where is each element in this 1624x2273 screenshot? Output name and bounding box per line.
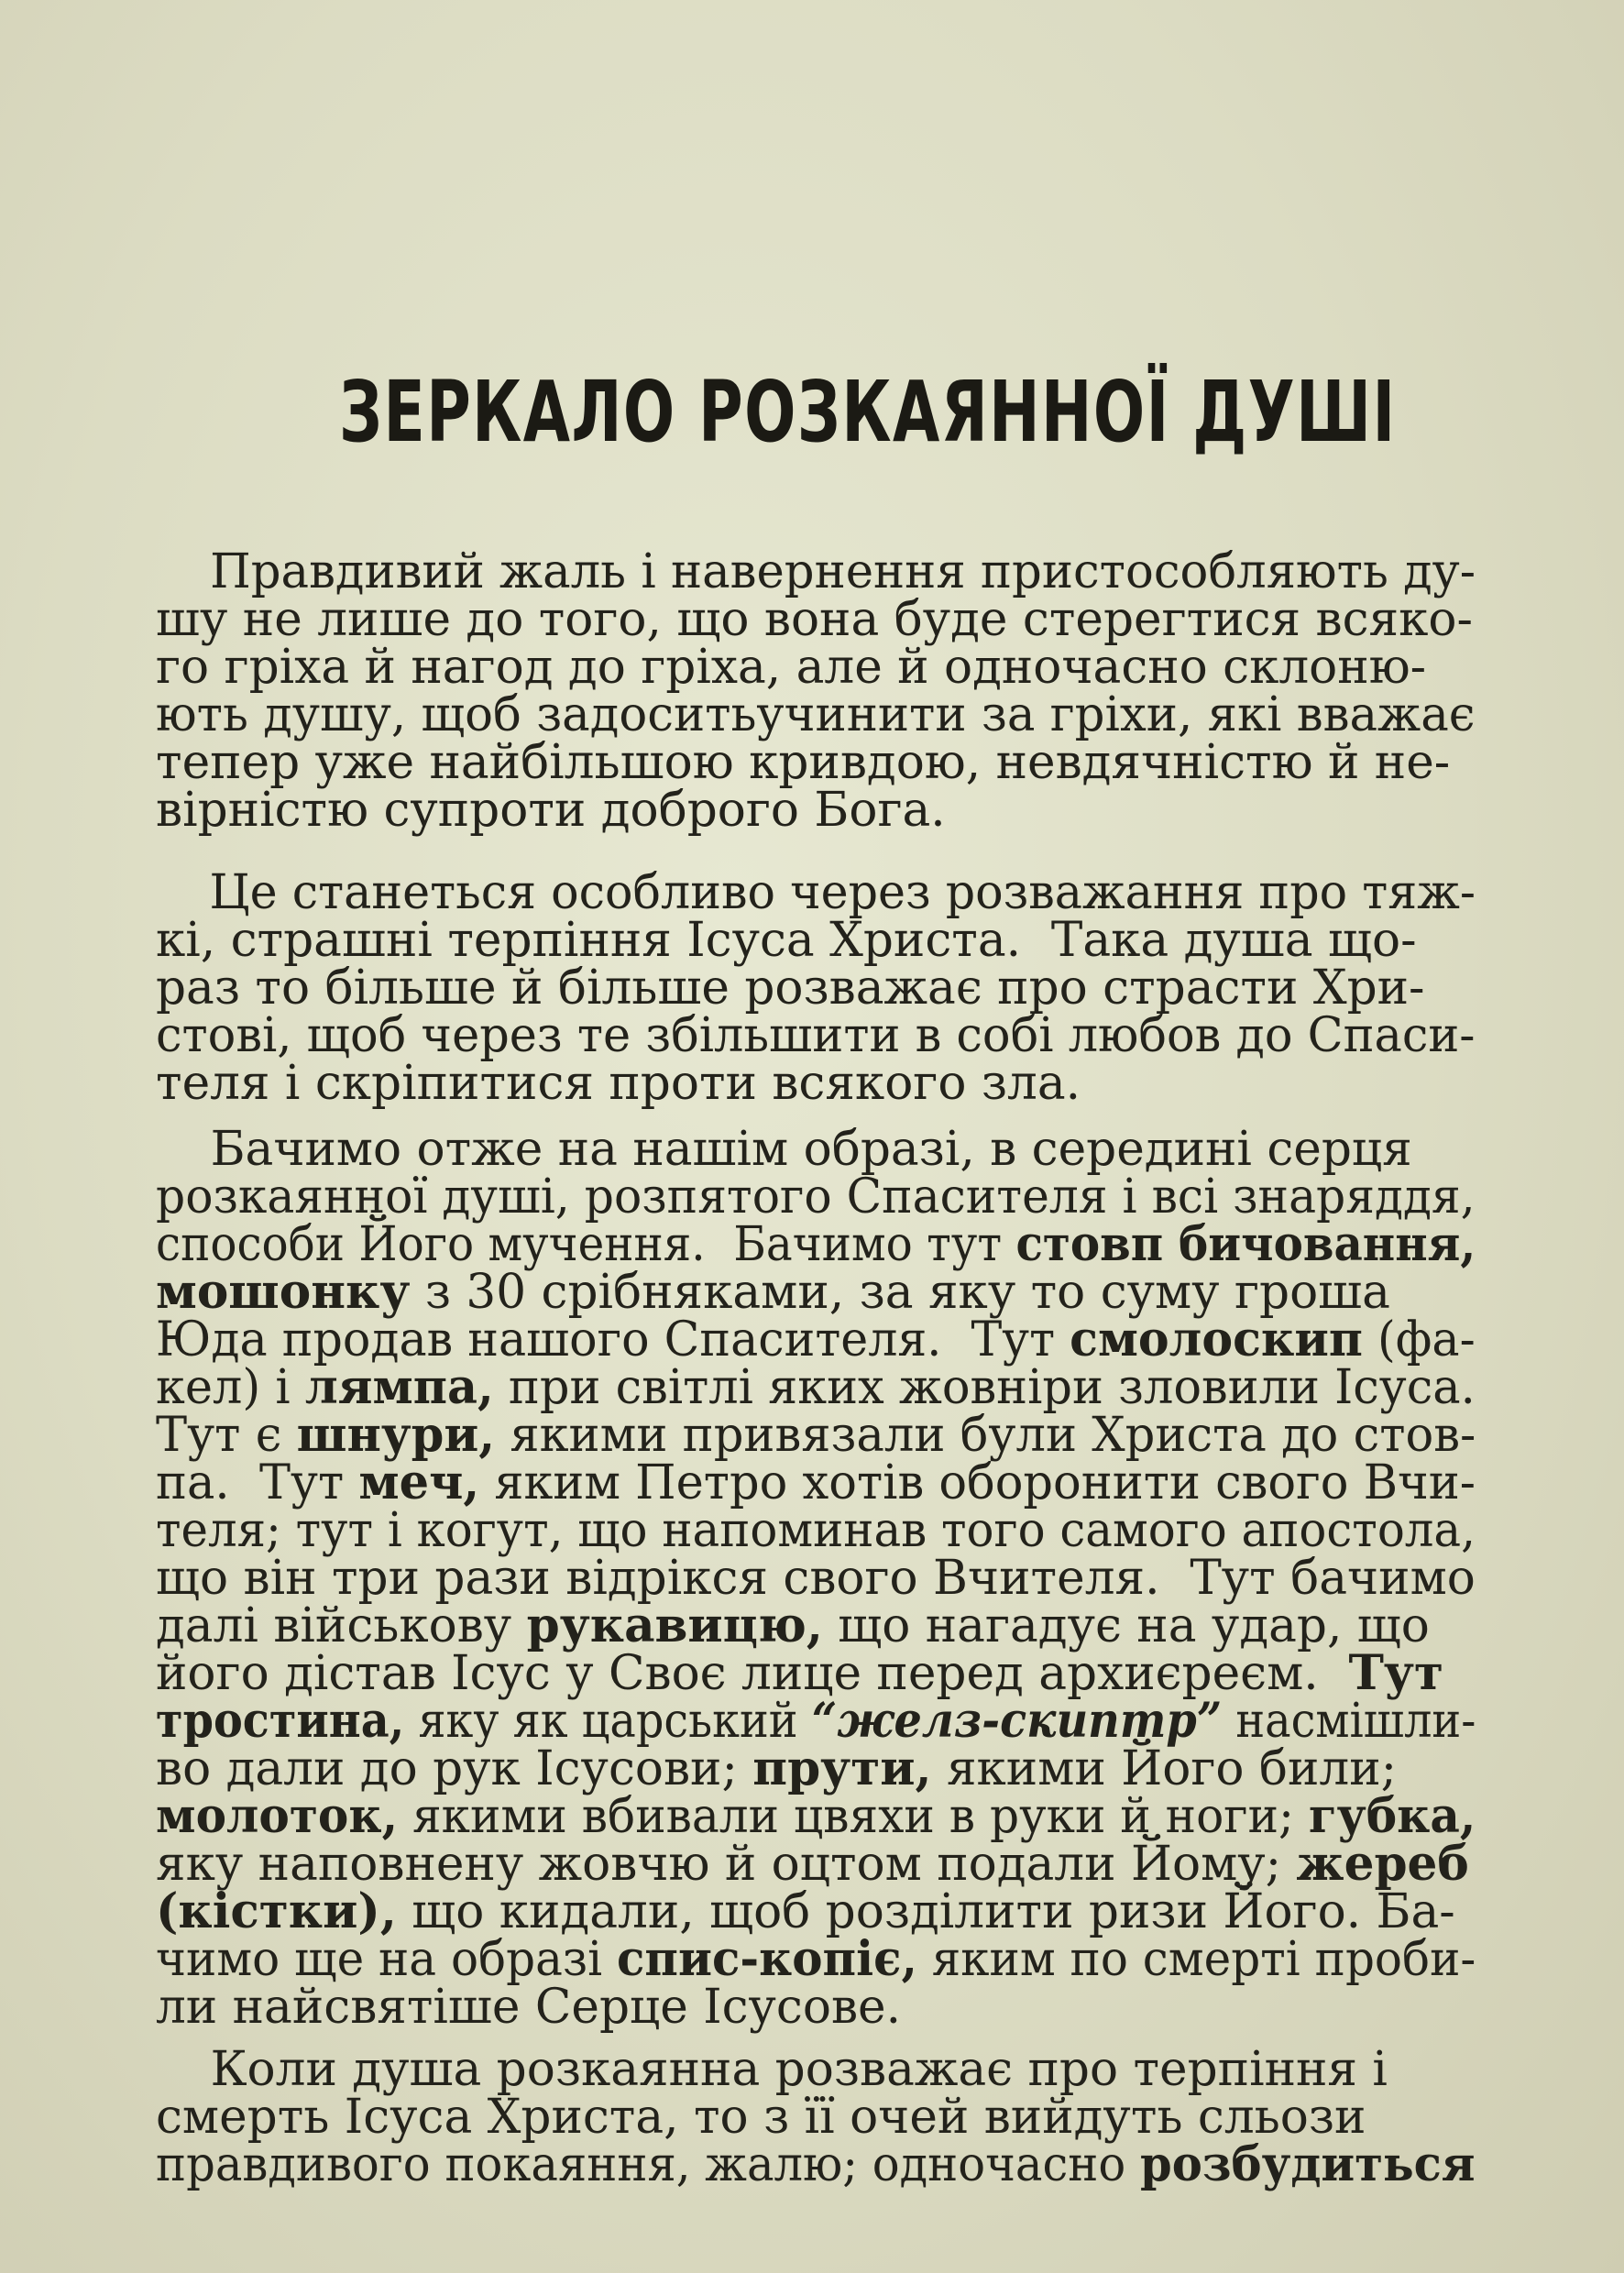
text-segment: Це станеться особливо через розважання про тяж- — [209, 865, 1476, 920]
text-line — [156, 1645, 1476, 1701]
text-line — [156, 640, 1476, 695]
text-line — [156, 1598, 1476, 1653]
bold-term: губка, — [1308, 1788, 1476, 1844]
text-segment: ли найсвятіше Серце Ісусове. — [156, 1980, 902, 2035]
text-segment: (фа- — [1362, 1312, 1476, 1367]
text-line — [156, 1056, 1476, 1111]
text-segment: ють душу, щоб задоситьучинити за гріхи, які вважає — [156, 687, 1476, 742]
text-segment: Бачимо отже на нашім образі, в середині серця — [210, 1122, 1412, 1177]
bold-term: (кістки), — [156, 1883, 397, 1939]
text-segment: кел) і — [156, 1360, 305, 1415]
text-segment: при світлі яких жовніри зловили Ісуса. — [493, 1360, 1476, 1415]
body-text — [156, 544, 1485, 2192]
bold-term: шнури, — [296, 1407, 496, 1463]
text-segment: го гріха й нагод до гріха, але й одночасно склоню- — [156, 640, 1427, 695]
bold-term: Тут — [1348, 1645, 1443, 1701]
text-line — [156, 1407, 1476, 1463]
text-segment: яким по смерті проби- — [916, 1932, 1476, 1987]
text-line — [156, 592, 1476, 647]
text-line — [156, 1503, 1476, 1558]
text-segment: чимо ще на образі — [156, 1932, 617, 1987]
text-segment: що він три рази відрікся свого Вчителя. Тут бачимо — [156, 1551, 1476, 1606]
paragraph — [156, 1122, 1485, 2035]
text-line — [156, 783, 1476, 838]
text-line — [156, 735, 1476, 790]
paragraph-gap — [156, 834, 1485, 869]
text-line — [156, 2136, 1476, 2192]
paragraph — [156, 2042, 1485, 2192]
text-segment: па. Тут — [156, 1455, 359, 1510]
text-line — [156, 1551, 1476, 1606]
text-segment: правдивого покаяння, жалю; одночасно — [156, 2137, 1141, 2192]
text-segment: що кидали, щоб розділити ризи Його. Ба- — [396, 1884, 1455, 1939]
text-line — [156, 1008, 1476, 1063]
text-segment: Коли душа розкаянна розважає про терпіння і — [210, 2042, 1388, 2097]
text-segment: Юда продав нашого Спасителя. Тут — [156, 1312, 1070, 1367]
text-segment: Тут є — [156, 1408, 297, 1463]
quoted-term: “желз-скиптр” — [811, 1693, 1223, 1749]
text-line — [156, 1122, 1476, 1177]
text-line — [156, 1740, 1476, 1796]
text-line — [156, 544, 1476, 599]
text-segment: вірністю супроти доброго Бога. — [156, 783, 946, 838]
text-line — [156, 865, 1476, 920]
text-line — [156, 1359, 1476, 1415]
text-segment: якими вбивали цвяхи в руки й ноги; — [398, 1789, 1309, 1844]
text-line — [156, 2042, 1476, 2097]
text-line — [156, 1980, 1476, 2035]
bold-term: тростина, — [156, 1693, 405, 1749]
text-line — [156, 1788, 1476, 1844]
text-line — [156, 1455, 1476, 1510]
bold-term: лямпа, — [304, 1359, 494, 1415]
text-segment: з 30 срібняками, за яку то суму гроша — [410, 1265, 1390, 1320]
text-line — [156, 1216, 1476, 1272]
text-segment: шу не лише до того, що вона буде стерегтися всяко- — [156, 592, 1473, 647]
text-line — [156, 1169, 1476, 1224]
text-line — [156, 2090, 1476, 2145]
text-segment: розкаянної душі, розпятого Спасителя і всі знаряддя, — [156, 1169, 1476, 1224]
bold-term: рукавицю, — [526, 1598, 823, 1653]
bold-term: розбудиться — [1140, 2136, 1476, 2192]
text-segment: що нагадує на удар, що — [822, 1598, 1430, 1653]
bold-term: спис-копіє, — [616, 1931, 917, 1987]
text-segment: насмішли- — [1222, 1694, 1476, 1749]
text-segment: тепер уже найбільшою кривдою, невдячністю й не- — [156, 735, 1451, 790]
text-segment: якими привязали були Христа до стов- — [495, 1408, 1476, 1463]
text-segment: во дали до рук Ісусови; — [156, 1741, 753, 1796]
text-segment: стові, щоб через те збільшити в собі любов до Спаси- — [156, 1008, 1476, 1063]
text-segment: смерть Ісуса Христа, то з її очей вийдуть сльози — [156, 2090, 1366, 2145]
text-segment: теля; тут і когут, що напоминав того самого апостола, — [156, 1503, 1476, 1558]
text-segment: кі, страшні терпіння Ісуса Христа. Така душа що- — [156, 913, 1417, 968]
text-segment: способи Його мучення. Бачимо тут — [156, 1217, 1016, 1272]
paragraph — [156, 544, 1485, 838]
bold-term: стовп бичовання, — [1015, 1216, 1476, 1272]
text-line — [156, 1883, 1476, 1939]
bold-term: молоток, — [156, 1788, 399, 1844]
text-segment: яку як царський — [404, 1694, 812, 1749]
text-line — [156, 1693, 1476, 1749]
text-line — [156, 1836, 1476, 1892]
text-segment: Правдивий жаль і навернення пристособляють ду- — [210, 544, 1476, 599]
text-line — [156, 687, 1476, 742]
text-segment: яким Петро хотів оборонити свого Вчи- — [479, 1455, 1476, 1510]
bold-term: жереб — [1296, 1836, 1469, 1892]
text-line — [156, 1312, 1476, 1367]
paragraph — [156, 865, 1485, 1111]
text-segment: якими Його били; — [931, 1741, 1398, 1796]
bold-term: мошонку — [156, 1264, 411, 1320]
text-segment: далі військову — [156, 1598, 527, 1653]
text-segment: його дістав Ісус у Своє лице перед архиєреєм. — [156, 1646, 1349, 1701]
text-line — [156, 1264, 1476, 1320]
text-segment: яку наповнену жовчю й оцтом подали Йому; — [156, 1837, 1297, 1892]
bold-term: смолоскип — [1070, 1312, 1363, 1367]
page-title: ЗЕРКАЛО РОЗКАЯННОЇ ДУШІ — [339, 363, 1397, 461]
text-line — [156, 961, 1476, 1016]
text-segment: теля і скріпитися проти всякого зла. — [156, 1056, 1081, 1111]
text-segment: раз то більше й більше розважає про страсти Хри- — [156, 961, 1425, 1016]
text-line — [156, 1931, 1476, 1987]
bold-term: прути, — [752, 1740, 932, 1796]
bold-term: меч, — [358, 1455, 480, 1510]
text-line — [156, 913, 1476, 968]
